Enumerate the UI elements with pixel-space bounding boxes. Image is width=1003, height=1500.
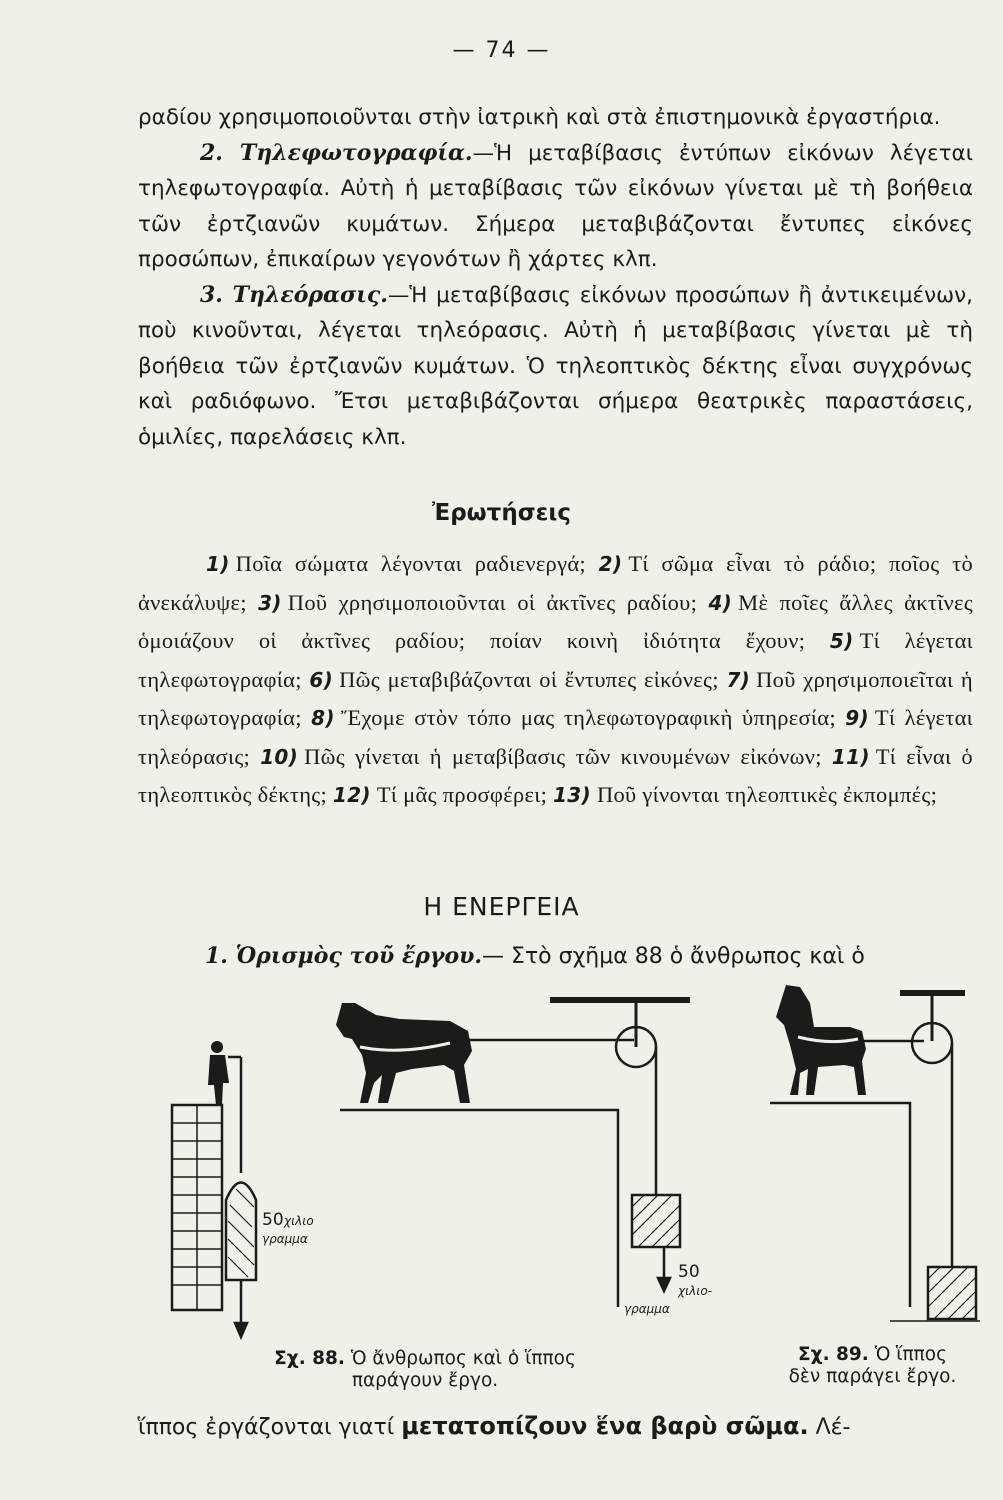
work-definition-heading: 1. Ὁρισμὸς τοῦ ἔργου. [205, 943, 483, 969]
questions-heading: Ἐρωτήσεις [431, 500, 572, 526]
weight-right-ground [928, 1267, 976, 1319]
question-text: Τί εἶναι ὁ τηλεοπτικὸς δέκτης; [138, 743, 973, 807]
question-number: 5) [829, 629, 854, 653]
work-definition-line [205, 938, 980, 975]
telephotography-paragraph [138, 136, 973, 278]
figure-89-drawing [770, 985, 980, 1321]
question-number: 7) [726, 667, 751, 692]
weight-right-box [632, 1195, 680, 1247]
horse-left [336, 1003, 472, 1103]
question-text: Πῶς γίνεται ἡ μεταβίβασις τῶν κινουμένων εἰκόνων; [304, 743, 832, 769]
page-number: — 74 — [452, 38, 551, 63]
question-text: Τί λέγεται τηλεφωτογραφία; [138, 628, 974, 692]
question-text: Ποῖα σώματα λέγονται ραδιενεργά; [235, 551, 599, 576]
man-figure [208, 1041, 229, 1105]
question-number: 6) [309, 667, 334, 692]
weight-left-value: 50 [262, 1210, 284, 1230]
figure-89-caption-line2: δὲν παράγει ἔργο. [788, 1366, 957, 1387]
question-text: Μὲ ποῖες ἄλλες ἀκτῖνες ὁμοιάζουν οἱ ἀκτῖνες ραδίου; ποίαν κοινὴ ἰδιότητα ἔχουν; [138, 589, 973, 653]
telephotography-heading: 2. Τηλεφωτογραφία. [200, 139, 473, 166]
work-definition-text: — Στὸ σχῆμα 88 ὁ ἄνθρωπος καὶ ὁ [482, 944, 865, 969]
intro-paragraph [138, 100, 973, 136]
figure-88-caption-line2: παράγουν ἔργο. [351, 1370, 499, 1391]
continuation-line [138, 1412, 978, 1440]
television-text: —Ἡ μεταβίβασις εἰκόνων προσώπων ἢ ἀντικειμένων, ποὺ κινοῦνται, λέγεται τηλεόρασις. Αὐτὴ ἡ μεταβίβασις γίνεται μὲ τὴ βοήθεια τῶν ἐρτζιανῶν κυμάτων. Ὁ τηλεοπτικὸς δέκτης εἶναι συγχρόνως καὶ ραδιόφωνο. Ἔτσι μεταβιβάζονται σήμερα θεατρικὲς παραστάσεις, ὁμιλίες, παρελάσεις κλπ. [138, 282, 973, 450]
figure-88-caption-line1 [215, 1348, 635, 1370]
body-text [138, 100, 973, 455]
weight-right-unit-1: χιλιο- [678, 1284, 712, 1298]
figure-89-caption [755, 1344, 990, 1388]
question-number: 2) [598, 552, 623, 576]
questions-list [138, 545, 973, 815]
weight-left-unit-2: γραμμα [262, 1232, 308, 1246]
television-heading: 3. Τηλεόρασις. [200, 281, 388, 308]
question-text: Πῶς μεταβιβάζονται οἱ ἔντυπες εἰκόνες; [339, 666, 727, 692]
question-number: 8) [311, 706, 335, 730]
figure-88-drawing [172, 1000, 690, 1337]
figure-89-label: Σχ. 89. [798, 1344, 869, 1365]
question-number: 13) [553, 783, 591, 807]
intro-text: ραδίου χρησιμοποιοῦνται στὴν ἰατρικὴ καὶ στὰ ἐπιστημονικὰ ἐργαστήρια. [138, 105, 941, 130]
question-text: Τί μᾶς προσφέρει; [376, 782, 554, 807]
question-text: Τί λέγεται τηλεόρασις; [138, 705, 974, 769]
figure-88-caption-text: Ὁ ἄνθρωπος καὶ ὁ ἵππος [350, 1348, 576, 1369]
question-text: Ποῦ γίνονται τηλεοπτικὲς ἐκπομπές; [596, 782, 938, 807]
figure-88-label: Σχ. 88. [274, 1348, 345, 1369]
question-number: 4) [708, 590, 733, 615]
questions-block [138, 545, 973, 815]
question-text: Ἔχομε στὸν τόπο μας τηλεφωτογραφικὴ ὑπηρεσία; [340, 705, 846, 730]
question-number: 10) [260, 744, 299, 769]
energy-title: Η ΕΝΕΡΓΕΙΑ [423, 892, 580, 921]
question-number: 1) [206, 552, 230, 576]
figure-88-caption [215, 1348, 635, 1392]
figure-88-labels [262, 1210, 712, 1316]
question-number: 11) [831, 744, 870, 769]
question-number: 12) [332, 783, 371, 807]
telephotography-text: —Ἡ μεταβίβασις ἐντύπων εἰκόνων λέγεται τηλεφωτογραφία. Αὐτὴ ἡ μεταβίβασις τῶν εἰκόνων γίνεται μὲ τὴ βοήθεια τῶν ἐρτζιανῶν κυμάτων. Σήμερα μεταβιβάζονται ἔντυπες εἰκόνες προσώπων, ἐπικαίρων γεγονότων ἢ χάρτες κλπ. [138, 140, 973, 272]
weight-right-unit-2: γραμμα [624, 1302, 670, 1316]
question-text: Τί σῶμα εἶναι τὸ ράδιο; ποῖος τὸ ἀνεκάλυψε; [138, 551, 973, 615]
weight-left [226, 1183, 256, 1281]
question-text: Ποῦ χρησιμοποιεῖται ἡ τηλεφωτογραφία; [138, 666, 973, 730]
continuation-text-2: Λέ- [815, 1415, 851, 1440]
figures-88-89 [150, 985, 980, 1355]
weight-right-value: 50 [678, 1262, 700, 1282]
question-text: Ποῦ χρησιμοποιοῦνται οἱ ἀκτῖνες ραδίου; [287, 589, 709, 615]
question-number: 3) [258, 590, 282, 615]
television-paragraph [138, 278, 973, 456]
weight-left-unit-1: χιλιο [284, 1214, 314, 1228]
figure-89-caption-line1 [755, 1344, 990, 1366]
question-number: 9) [845, 706, 869, 730]
continuation-bold: μετατοπίζουν ἕνα βαρὺ σῶμα. [401, 1412, 809, 1440]
figure-89-caption-text: Ὁ ἵππος [874, 1344, 947, 1365]
continuation-text-1: ἵππος ἐργάζονται γιατί [138, 1415, 395, 1440]
